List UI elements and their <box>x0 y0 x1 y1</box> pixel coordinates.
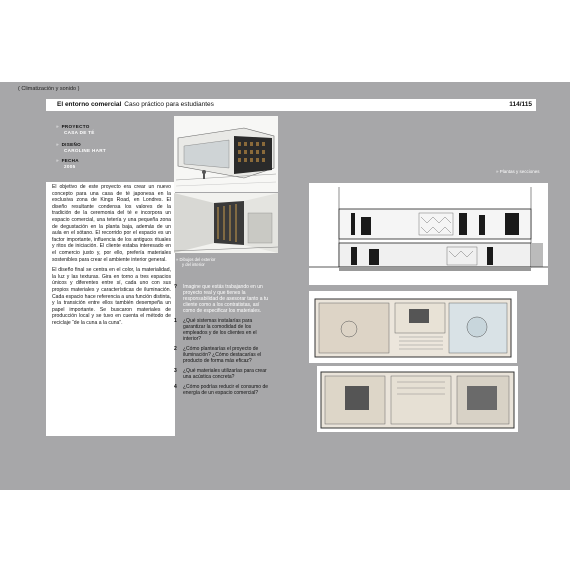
page-numbers: 114/115 <box>509 101 532 108</box>
arrow-icon: » <box>56 142 59 147</box>
meta-designer <box>56 142 106 154</box>
main-text <box>52 184 171 330</box>
questions-block <box>174 284 272 400</box>
paragraph: El objetivo de este proyecto era crear un nuevo concepto para una casa de té japonesa en la exclusiva zona de Kings Road, en Londres. El diseño resultante condensa los valores de la tradición de la ceremonia del té e incorpora un espacio comercial, una tetería y una pequeña zona de degustación en la planta baja, además de un aula en el sótano. El recorrido por el espacio es un factor importante, influencia de los antiguos rituales y ritos de iniciación. El cliente estaba interesado en el comercio justo y, por ello, prefería materiales sostenibles para crear el ambiente interior general. <box>52 184 171 263</box>
question-item <box>174 384 272 396</box>
meta-value: CASA DE TÉ <box>64 130 95 135</box>
question-text: ¿Cómo podrías reducir el consumo de energía de un espacio comercial? <box>183 384 269 396</box>
question-item <box>174 346 272 364</box>
meta-label: PROYECTO <box>61 124 90 129</box>
plans-caption <box>496 169 540 174</box>
question-number: 4 <box>174 384 177 390</box>
question-item <box>174 318 272 342</box>
question-number: 2 <box>174 346 177 352</box>
photo-caption <box>176 257 215 267</box>
paragraph: El diseño final se centra en el color, la materialidad, la luz y las texturas. Gira en torno a tres espacios únicos y diferentes entre sí, cada uno con sus propios materiales y características de iluminación. Cada espacio hace referencia a una función distinta, y la transición entre ellos también desempeña un papel importante. Se buscaron materiales de producción local y se tuvo en cuenta el método de reciclaje “de la cuna a la cuna”. <box>52 267 171 326</box>
question-item <box>174 368 272 380</box>
question-text: ¿Qué sistemas instalarías para garantizar la comodidad de los empleados y de los clientes en el interior? <box>183 318 257 342</box>
intro-text: Imagine que estás trabajando en un proyecto real y que tienes la responsabilidad de asesorar tanto a tu cliente como a los contratistas, así como de especificar los materiales. <box>183 284 269 314</box>
meta-label: FECHA <box>61 158 79 163</box>
arrow-icon: » <box>56 124 59 129</box>
caption-line: y del interior <box>182 262 205 268</box>
title-subtitle: Caso práctico para estudiantes <box>124 101 214 108</box>
meta-value: CAROLINE HART <box>64 148 106 153</box>
interior-sketch-image <box>174 193 278 253</box>
meta-project <box>56 124 95 136</box>
section-label: ( Climatización y sonido ) <box>18 86 80 92</box>
question-text: ¿Qué materiales utilizarías para crear una acústica concreta? <box>183 368 267 380</box>
caption-line: Dibujos del exterior <box>179 257 216 262</box>
plans-caption-text: Plantas y secciones <box>499 169 540 174</box>
arrow-icon: » <box>176 257 179 262</box>
meta-date <box>56 158 79 170</box>
floor-plan-basement <box>317 366 518 432</box>
question-marker: ? <box>174 284 178 290</box>
arrow-icon: » <box>496 169 499 174</box>
question-text: ¿Cómo plantearías el proyecto de iluminación? ¿Cómo destacarías el producto de forma más eficaz? <box>183 346 262 364</box>
question-number: 1 <box>174 318 177 324</box>
floor-plan-ground <box>309 291 517 363</box>
title-bold: El entorno comercial <box>57 101 122 108</box>
meta-value: 2005 <box>64 164 76 169</box>
questions-intro <box>174 284 272 314</box>
page-title <box>57 101 214 108</box>
exterior-sketch-image <box>174 116 278 192</box>
meta-label: DISEÑO <box>61 142 81 147</box>
arrow-icon: » <box>56 158 59 163</box>
section-drawing <box>309 183 548 285</box>
question-number: 3 <box>174 368 177 374</box>
